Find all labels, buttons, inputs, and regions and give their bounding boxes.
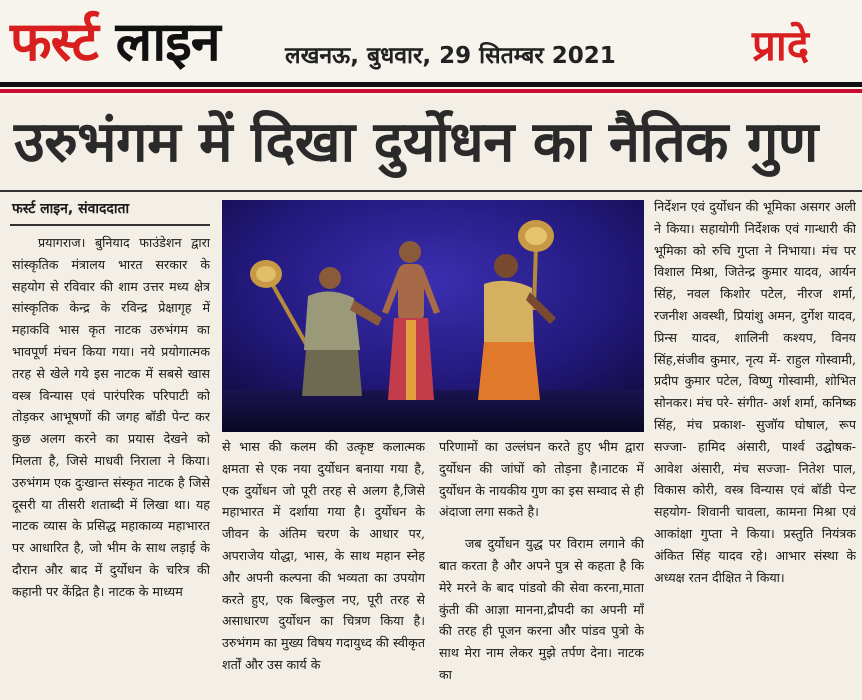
article-paragraph: प्रयागराज। बुनियाद फाउंडेशन द्वारा सांस्कृतिक मंत्रालय भारत सरकार के सहयोग से रविवार की शाम उत्तर मध्य क्षेत्र सांस्कृतिक केन्द्र के रविन्द्र प्रेक्षागृह में महाकवि भास कृत नाटक उरुभंगम का भावपूर्ण मंचन किया गया। नये प्रयोगात्मक तरह से खेले गये इस नाटक में सबसे खास वस्त्र विन्यास एवं पारंपरिक परिपाटी को तोड़कर आभूषणों की जगह बॉडी पेन्ट कर कुछ अलग करने का प्रयास देखने को मिलता है, जिसे माधवी निराला ने किया। उरुभंगम एक दुःखान्त संस्कृत नाटक है जिसे दूसरी या तीसरी शताब्दी में लिखा था। यह नाटक व्यास के प्रसिद्ध महाकाव्य महाभारत पर आधारित है, जो भीम के साथ लड़ाई के दौरान और बाद में दुर्योधन के चरित्र की कहानी पर केंद्रित है। नाटक के माध्यम — [12, 235, 210, 599]
dateline: लखनऊ, बुधवार, 29 सितम्बर 2021 — [285, 43, 616, 69]
newspaper-name — [10, 2, 220, 82]
article-column-2 — [222, 436, 425, 700]
article-paragraph: जब दुर्योधन युद्ध पर विराम लगाने की बात करता है और अपने पुत्र से कहता है कि मेरे मरने के बाद पांडवो की सेवा करना,माता कुंती की आज्ञा मानना,द्रौपदी का अपनी माँ की तरह ही पूजन करना और पांडव पुत्रो के साथ मेरा नाम लेकर मुझे तर्पण देना। नाटक का — [439, 536, 644, 682]
newspaper-logo-fragment: प्रादे — [752, 21, 810, 70]
article-paragraph: से भास की कलम की उत्कृष्ट कलात्मक क्षमता से एक नया दुर्योधन बनाया गया है, एक दुर्योधन जो पूरी तरह से अलग है,जिसे महाभारत में दर्शाया गया है। दुर्योधन के जीवन के अंतिम चरण के आधार पर, अपराजेय योद्धा, भास, के साथ महान स्नेह और अपनी कल्पना की भव्यता का उपयोग करते हुए, एक बिल्कुल नए, पूरी तरह से असाधारण दुर्योधन का चित्रण किया है। उरुभंगम का मुख्य विषय गदायुध्द की स्वीकृत शर्तों और उस कार्य के — [222, 439, 425, 672]
article-paragraph: निर्देशन एवं दुर्योधन की भूमिका असगर अली ने किया। सहायोगी निर्देशक एवं गान्धारी की भूमिका को रुचि गुप्ता ने निभाया। मंच पर विशाल मिश्रा, जितेन्द्र कुमार यादव, आर्यन सिंह, नवल किशोर पटेल, नीरज शर्मा, रजनीश अवस्थी, प्रियांशु अमन, दुर्गेश यादव, प्रिन्स यादव, शालिनी कश्यप, विनय सिंह,संजीव कुमार, नृत्य में- राहुल गोस्वामी, प्रदीप कुमार पटेल, विष्णु गोस्वामी, शोभित सोनकर। मंच परे- संगीत- अर्श शर्मा, कनिष्क सिंह, मंच प्रकाश- सुजॉय घोषाल, रूप सज्जा- हामिद अंसारी, पार्श्व उद्घोषक- आवेश अंसारी, मंच सज्जा- नितेश पाल, विकास कोरी, वस्त्र विन्यास एवं बॉडी पेन्ट सहयोग- शिवानी चावला, कामना मिश्रा एवं आकांक्षा गुप्ता ने किया। प्रस्तुति नियंत्रक अंकित सिंह यादव रहे। आभार संस्था के अध्यक्ष रतन दीक्षित ने किया। — [654, 199, 856, 585]
article-column-3 — [439, 436, 644, 700]
masthead-red-rule — [0, 89, 862, 93]
headline-rule — [0, 190, 862, 192]
stage-photo-illustration — [222, 200, 644, 432]
newspaper-name-part2: लाइन — [115, 10, 220, 73]
article-column-1 — [12, 232, 210, 700]
masthead-rule — [0, 82, 862, 87]
newspaper-name-part1: फर्स्ट — [10, 10, 98, 73]
byline-rule — [10, 224, 210, 226]
article-column-4 — [654, 196, 856, 700]
stage-photo — [222, 200, 644, 432]
byline: फर्स्ट लाइन, संवाददाता — [12, 201, 130, 217]
article-paragraph: परिणामों का उल्लंघन करते हुए भीम द्वारा दुर्योधन की जांघों को तोड़ना है।नाटक में दुर्योधन के नायकीय गुण का इस सम्वाद से ही अंदाजा लगा सकते है। — [439, 439, 644, 520]
headline: उरुभंगम में दिखा दुर्योधन का नैतिक गुण — [14, 110, 818, 175]
